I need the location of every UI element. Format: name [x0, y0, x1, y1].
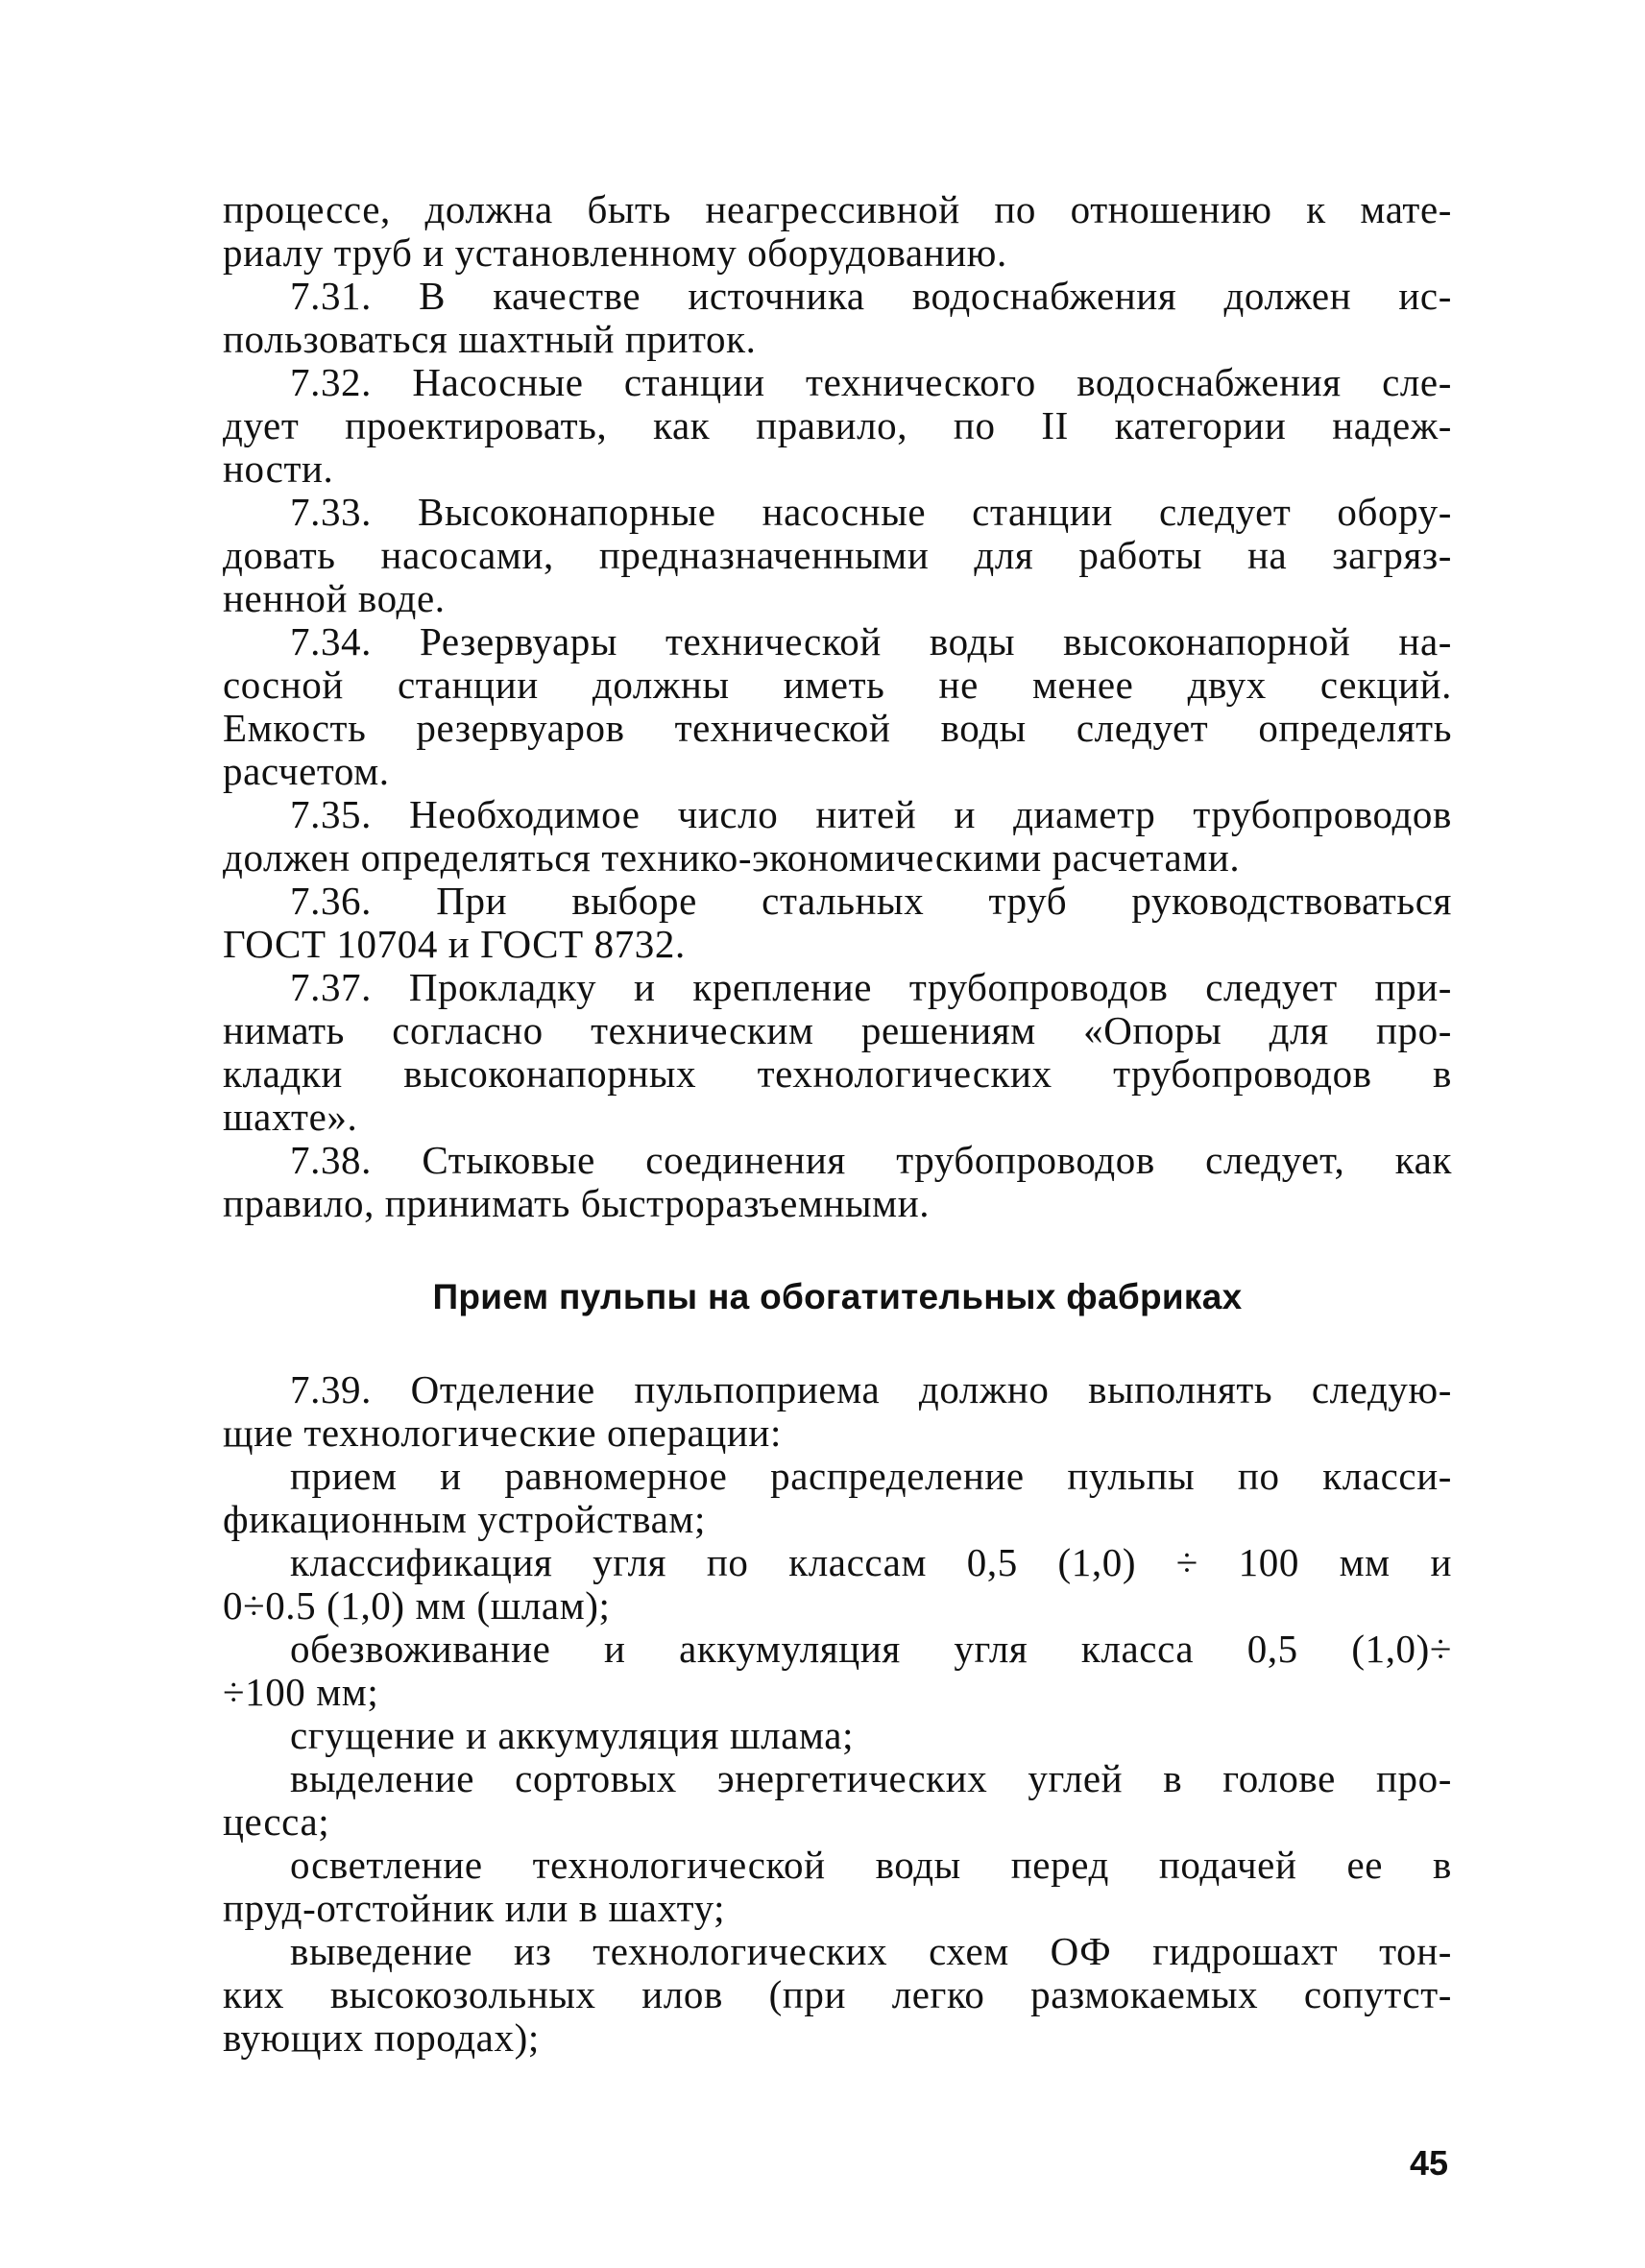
text-line: выделение сортовых энергетических углей в голове про- [290, 1756, 1452, 1800]
text-line: 7.34. Резервуары технической воды высоконапорной на- [290, 619, 1452, 664]
text-line: правило, принимать быстроразъемными. [223, 1181, 931, 1225]
text-line: ненной воде. [223, 576, 446, 620]
text-line: сосной станции должны иметь не менее двух секций. [223, 663, 1452, 707]
text-line: риалу труб и установленному оборудованию. [223, 230, 1007, 275]
paragraph-p-7-39 [223, 1368, 1452, 1455]
text-line: довать насосами, предназначенными для работы на загряз- [223, 533, 1452, 577]
paragraph-p-7-35 [223, 793, 1452, 880]
paragraph-p-7-38 [223, 1139, 1452, 1225]
text-line: прием и равномерное распределение пульпы по класси- [290, 1454, 1452, 1498]
text-line: 7.36. При выборе стальных труб руководствоваться [290, 879, 1452, 923]
text-line: 7.39. Отделение пульпоприема должно выполнять следую- [290, 1367, 1452, 1411]
text-line: цесса; [223, 1799, 330, 1844]
paragraph-p-7-31 [223, 275, 1452, 361]
text-line: пруд-отстойник или в шахту; [223, 1886, 726, 1930]
text-line: дует проектировать, как правило, по II категории надеж- [223, 403, 1452, 447]
text-line: 7.32. Насосные станции технического водоснабжения сле- [290, 360, 1452, 404]
paragraph-item-6 [223, 1844, 1452, 1930]
paragraph-p-7-32 [223, 361, 1452, 491]
paragraph-item-4 [223, 1714, 1452, 1757]
text-line: 7.37. Прокладку и крепление трубопроводов следует при- [290, 965, 1452, 1009]
section-heading: Прием пульпы на обогатительных фабриках [432, 1277, 1243, 1316]
paragraph-p-7-36 [223, 880, 1452, 966]
paragraph-p-7-34 [223, 620, 1452, 793]
text-line: сгущение и аккумуляция шлама; [290, 1713, 855, 1757]
paragraph-item-5 [223, 1757, 1452, 1844]
page-body [223, 188, 1452, 2060]
text-line: ких высокозольных илов (при легко размокаемых сопутст- [223, 1972, 1452, 2016]
text-line: вующих породах); [223, 2015, 540, 2060]
text-line: выведение из технологических схем ОФ гидрошахт тон- [290, 1929, 1452, 1973]
text-line: 7.35. Необходимое число нитей и диаметр трубопроводов [290, 792, 1452, 836]
text-line: расчетом. [223, 749, 390, 793]
paragraph-p-continuation [223, 188, 1452, 275]
text-line: классификация угля по классам 0,5 (1,0) ÷ 100 мм и [290, 1540, 1452, 1584]
paragraph-item-1 [223, 1455, 1452, 1541]
text-line: нимать согласно техническим решениям «Опоры для про- [223, 1008, 1452, 1052]
paragraph-p-7-37 [223, 966, 1452, 1139]
paragraph-item-3 [223, 1628, 1452, 1714]
text-line: щие технологические операции: [223, 1411, 782, 1455]
text-line: Емкость резервуаров технической воды следует определять [223, 706, 1452, 750]
text-line: кладки высоконапорных технологических трубопроводов в [223, 1051, 1452, 1096]
text-line: должен определяться технико-экономическими расчетами. [223, 835, 1241, 880]
text-line: ÷100 мм; [223, 1670, 379, 1714]
text-line: 7.38. Стыковые соединения трубопроводов следует, как [290, 1138, 1452, 1182]
text-line: процессе, должна быть неагрессивной по отношению к мате- [223, 187, 1452, 231]
text-line: 7.33. Высоконапорные насосные станции следует обору- [290, 490, 1452, 534]
text-line: пользоваться шахтный приток. [223, 317, 757, 361]
text-line: шахте». [223, 1095, 358, 1139]
text-line: 7.31. В качестве источника водоснабжения должен ис- [290, 274, 1452, 318]
paragraph-p-7-33 [223, 491, 1452, 620]
text-line: 0÷0.5 (1,0) мм (шлам); [223, 1583, 611, 1628]
page-number: 45 [1410, 2143, 1449, 2183]
text-line: фикационным устройствам; [223, 1497, 706, 1541]
text-line: обезвоживание и аккумуляция угля класса 0,5 (1,0)÷ [290, 1627, 1452, 1671]
text-line: ГОСТ 10704 и ГОСТ 8732. [223, 922, 686, 966]
text-line: ности. [223, 446, 334, 491]
text-block-after-heading [223, 1368, 1452, 2060]
text-block-before-heading [223, 188, 1452, 1225]
text-line: осветление технологической воды перед подачей ее в [290, 1843, 1452, 1887]
paragraph-item-2 [223, 1541, 1452, 1628]
paragraph-item-7 [223, 1930, 1452, 2060]
